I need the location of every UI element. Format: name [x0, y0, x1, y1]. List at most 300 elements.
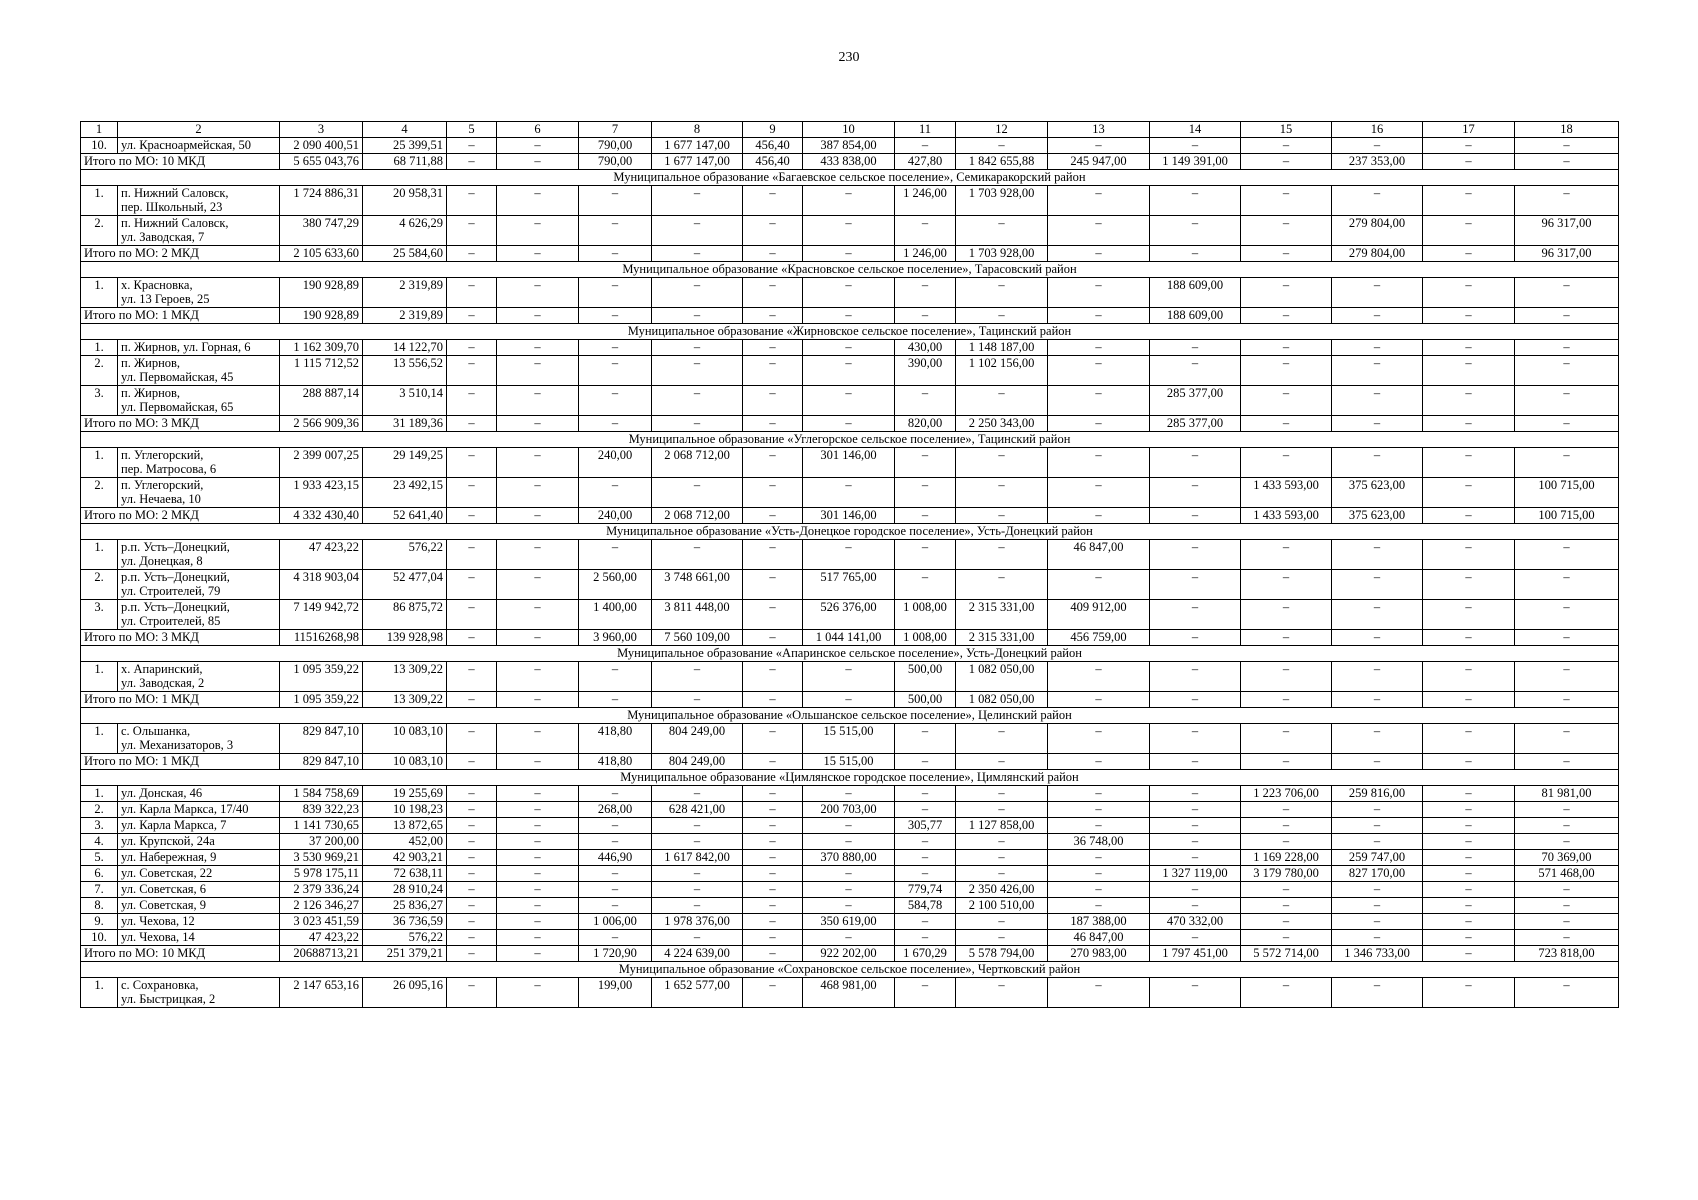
value-cell: 301 146,00 [803, 447, 895, 477]
value-cell: 188 609,00 [1150, 277, 1241, 307]
value-cell: – [1332, 307, 1423, 323]
section-row [81, 707, 1619, 723]
table-row [81, 539, 1619, 569]
value-cell: – [956, 507, 1048, 523]
value-cell: 23 492,15 [363, 477, 447, 507]
address-cell [118, 897, 280, 913]
value-cell: – [579, 185, 652, 215]
value-cell: – [1332, 801, 1423, 817]
value-cell: – [895, 137, 956, 153]
column-header-18: 18 [1515, 122, 1619, 138]
address-line: ул. Советская, 6 [121, 881, 206, 896]
value-cell: 1 703 928,00 [956, 185, 1048, 215]
value-cell: 1 433 593,00 [1241, 507, 1332, 523]
value-cell: – [497, 245, 579, 261]
section-title: Муниципальное образование «Углегорское сельское поселение», Тацинский район [81, 431, 1619, 447]
table-row [81, 385, 1619, 415]
value-cell: 1 327 119,00 [1150, 865, 1241, 881]
value-cell: 2 315 331,00 [956, 599, 1048, 629]
value-cell: – [497, 833, 579, 849]
value-cell: 7 560 109,00 [652, 629, 743, 645]
value-cell: – [1515, 929, 1619, 945]
value-cell: – [579, 339, 652, 355]
value-cell: – [956, 539, 1048, 569]
value-cell: 259 747,00 [1332, 849, 1423, 865]
value-cell: 81 981,00 [1515, 785, 1619, 801]
value-cell: 2 566 909,36 [280, 415, 363, 431]
value-cell: 279 804,00 [1332, 215, 1423, 245]
value-cell: 526 376,00 [803, 599, 895, 629]
value-cell: 839 322,23 [280, 801, 363, 817]
address-cell [118, 339, 280, 355]
address-line: р.п. Усть–Донецкий, [121, 539, 230, 554]
row-number: 2. [81, 215, 118, 245]
value-cell: – [579, 881, 652, 897]
value-cell: – [652, 415, 743, 431]
total-label: Итого по МО: 1 МКД [81, 753, 280, 769]
table-row [81, 897, 1619, 913]
value-cell: – [743, 599, 803, 629]
value-cell: – [895, 477, 956, 507]
value-cell: – [743, 277, 803, 307]
value-cell: – [652, 385, 743, 415]
value-cell: – [497, 817, 579, 833]
address-cell [118, 447, 280, 477]
value-cell: – [895, 507, 956, 523]
value-cell: 1 223 706,00 [1241, 785, 1332, 801]
section-title: Муниципальное образование «Усть-Донецкое городское поселение», Усть-Донецкий район [81, 523, 1619, 539]
value-cell: – [1241, 447, 1332, 477]
value-cell: – [497, 447, 579, 477]
value-cell: 1 162 309,70 [280, 339, 363, 355]
value-cell: 456,40 [743, 137, 803, 153]
address-cell [118, 539, 280, 569]
value-cell: – [956, 477, 1048, 507]
value-cell: – [1048, 245, 1150, 261]
address-line: с. Сохрановка, [121, 977, 199, 992]
value-cell: – [895, 833, 956, 849]
value-cell: 5 578 794,00 [956, 945, 1048, 961]
total-label: Итого по МО: 3 МКД [81, 415, 280, 431]
row-number: 5. [81, 849, 118, 865]
value-cell: – [497, 385, 579, 415]
value-cell: 1 127 858,00 [956, 817, 1048, 833]
value-cell: – [1241, 153, 1332, 169]
address-cell [118, 477, 280, 507]
value-cell: 3 179 780,00 [1241, 865, 1332, 881]
value-cell: – [652, 355, 743, 385]
value-cell: – [743, 385, 803, 415]
value-cell: – [1423, 355, 1515, 385]
value-cell: – [1332, 753, 1423, 769]
data-table [80, 121, 1619, 1008]
row-number: 1. [81, 661, 118, 691]
value-cell: – [497, 897, 579, 913]
value-cell: – [1332, 723, 1423, 753]
section-title: Муниципальное образование «Ольшанское сельское поселение», Целинский район [81, 707, 1619, 723]
value-cell: – [447, 477, 497, 507]
total-label: Итого по МО: 2 МКД [81, 245, 280, 261]
value-cell: 46 847,00 [1048, 539, 1150, 569]
value-cell: – [803, 215, 895, 245]
value-cell: 96 317,00 [1515, 245, 1619, 261]
value-cell: – [579, 661, 652, 691]
value-cell: – [1048, 415, 1150, 431]
total-row [81, 415, 1619, 431]
row-number: 1. [81, 785, 118, 801]
value-cell: – [956, 849, 1048, 865]
value-cell: – [497, 153, 579, 169]
total-row [81, 629, 1619, 645]
value-cell: 96 317,00 [1515, 215, 1619, 245]
value-cell: – [1241, 569, 1332, 599]
value-cell: 790,00 [579, 153, 652, 169]
value-cell: – [743, 507, 803, 523]
value-cell: 3 811 448,00 [652, 599, 743, 629]
value-cell: – [497, 785, 579, 801]
column-header-3: 3 [280, 122, 363, 138]
value-cell: – [743, 477, 803, 507]
value-cell: – [1515, 661, 1619, 691]
value-cell: – [1423, 785, 1515, 801]
value-cell: – [743, 817, 803, 833]
value-cell: – [895, 277, 956, 307]
value-cell: 1 044 141,00 [803, 629, 895, 645]
value-cell: 70 369,00 [1515, 849, 1619, 865]
value-cell: 576,22 [363, 929, 447, 945]
value-cell: 1 677 147,00 [652, 153, 743, 169]
value-cell: – [1423, 913, 1515, 929]
value-cell: – [652, 881, 743, 897]
address-cell [118, 599, 280, 629]
value-cell: – [803, 661, 895, 691]
value-cell: – [743, 339, 803, 355]
value-cell: 723 818,00 [1515, 945, 1619, 961]
value-cell: 285 377,00 [1150, 415, 1241, 431]
value-cell: – [1332, 447, 1423, 477]
address-line: х. Апаринский, [121, 661, 203, 676]
value-cell: – [1423, 539, 1515, 569]
value-cell: 52 641,40 [363, 507, 447, 523]
value-cell: – [1048, 661, 1150, 691]
value-cell: – [1241, 307, 1332, 323]
column-header-6: 6 [497, 122, 579, 138]
value-cell: – [803, 477, 895, 507]
value-cell: – [1423, 945, 1515, 961]
value-cell: – [1332, 691, 1423, 707]
value-cell: – [579, 897, 652, 913]
value-cell: 19 255,69 [363, 785, 447, 801]
table-row [81, 913, 1619, 929]
value-cell: – [1423, 817, 1515, 833]
value-cell: 5 655 043,76 [280, 153, 363, 169]
table-row [81, 569, 1619, 599]
value-cell: – [956, 785, 1048, 801]
value-cell: – [1150, 817, 1241, 833]
value-cell: – [579, 929, 652, 945]
value-cell: 10 198,23 [363, 801, 447, 817]
value-cell: – [743, 753, 803, 769]
section-row [81, 769, 1619, 785]
value-cell: – [447, 569, 497, 599]
value-cell: – [497, 507, 579, 523]
value-cell: – [1241, 691, 1332, 707]
table-row [81, 865, 1619, 881]
value-cell: – [1150, 723, 1241, 753]
value-cell: – [1515, 833, 1619, 849]
table-row [81, 215, 1619, 245]
value-cell: – [1150, 245, 1241, 261]
value-cell: – [1515, 599, 1619, 629]
value-cell: 20688713,21 [280, 945, 363, 961]
value-cell: 380 747,29 [280, 215, 363, 245]
value-cell: – [497, 913, 579, 929]
value-cell: – [743, 245, 803, 261]
column-header-10: 10 [803, 122, 895, 138]
value-cell: – [497, 629, 579, 645]
column-header-4: 4 [363, 122, 447, 138]
value-cell: – [803, 817, 895, 833]
value-cell: – [447, 385, 497, 415]
value-cell: 2 090 400,51 [280, 137, 363, 153]
value-cell: – [1332, 897, 1423, 913]
value-cell: 3 023 451,59 [280, 913, 363, 929]
value-cell: – [1150, 897, 1241, 913]
address-line: ул. Донецкая, 8 [121, 554, 203, 568]
value-cell: 468 981,00 [803, 977, 895, 1007]
value-cell: 279 804,00 [1332, 245, 1423, 261]
value-cell: – [743, 629, 803, 645]
value-cell: 2 319,89 [363, 307, 447, 323]
table-row [81, 137, 1619, 153]
value-cell: – [743, 945, 803, 961]
value-cell: – [447, 215, 497, 245]
address-line: п. Жирнов, [121, 355, 181, 370]
value-cell: 2 126 346,27 [280, 897, 363, 913]
value-cell: 3 530 969,21 [280, 849, 363, 865]
value-cell: – [1423, 307, 1515, 323]
value-cell: – [447, 785, 497, 801]
value-cell: – [447, 137, 497, 153]
value-cell: 1 149 391,00 [1150, 153, 1241, 169]
value-cell: – [803, 929, 895, 945]
address-line: ул. Карла Маркса, 17/40 [121, 801, 249, 816]
row-number: 7. [81, 881, 118, 897]
table-row [81, 277, 1619, 307]
table-row [81, 801, 1619, 817]
value-cell: – [1241, 245, 1332, 261]
table-row [81, 817, 1619, 833]
value-cell: 190 928,89 [280, 277, 363, 307]
address-line: ул. Первомайская, 45 [121, 370, 234, 384]
value-cell: 5 978 175,11 [280, 865, 363, 881]
value-cell: – [447, 865, 497, 881]
value-cell: – [652, 661, 743, 691]
row-number: 2. [81, 801, 118, 817]
value-cell: 1 724 886,31 [280, 185, 363, 215]
value-cell: – [497, 277, 579, 307]
value-cell: – [447, 339, 497, 355]
total-label: Итого по МО: 1 МКД [81, 307, 280, 323]
value-cell: – [652, 477, 743, 507]
value-cell: – [1048, 385, 1150, 415]
value-cell: 37 200,00 [280, 833, 363, 849]
value-cell: – [803, 307, 895, 323]
value-cell: – [497, 881, 579, 897]
value-cell: 245 947,00 [1048, 153, 1150, 169]
value-cell: – [1241, 215, 1332, 245]
value-cell: – [1150, 339, 1241, 355]
value-cell: – [447, 629, 497, 645]
value-cell: – [803, 785, 895, 801]
value-cell: 576,22 [363, 539, 447, 569]
value-cell: 375 623,00 [1332, 507, 1423, 523]
value-cell: 584,78 [895, 897, 956, 913]
value-cell: 500,00 [895, 661, 956, 691]
address-cell [118, 185, 280, 215]
value-cell: – [803, 185, 895, 215]
address-line: ул. Карла Маркса, 7 [121, 817, 227, 832]
value-cell: – [652, 929, 743, 945]
address-cell [118, 913, 280, 929]
row-number: 2. [81, 355, 118, 385]
section-title: Муниципальное образование «Апаринское сельское поселение», Усть-Донецкий район [81, 645, 1619, 661]
row-number: 1. [81, 723, 118, 753]
value-cell: – [895, 801, 956, 817]
address-line: п. Углегорский, [121, 477, 204, 492]
value-cell: – [743, 307, 803, 323]
value-cell: – [1515, 307, 1619, 323]
address-line: ул. Механизаторов, 3 [121, 738, 234, 752]
value-cell: – [1423, 507, 1515, 523]
value-cell: – [1515, 447, 1619, 477]
value-cell: 3 510,14 [363, 385, 447, 415]
value-cell: 1 095 359,22 [280, 661, 363, 691]
value-cell: – [1332, 569, 1423, 599]
total-row [81, 507, 1619, 523]
value-cell: – [1150, 977, 1241, 1007]
value-cell: 36 736,59 [363, 913, 447, 929]
value-cell: – [1423, 661, 1515, 691]
value-cell: – [956, 569, 1048, 599]
value-cell: – [956, 833, 1048, 849]
value-cell: – [1241, 723, 1332, 753]
value-cell: 1 148 187,00 [956, 339, 1048, 355]
address-line: пер. Школьный, 23 [121, 200, 223, 214]
value-cell: – [652, 185, 743, 215]
value-cell: – [956, 865, 1048, 881]
value-cell: – [1332, 415, 1423, 431]
row-number: 1. [81, 339, 118, 355]
address-line: ул. Советская, 22 [121, 865, 213, 880]
value-cell: – [1048, 801, 1150, 817]
value-cell: – [895, 929, 956, 945]
value-cell: – [956, 977, 1048, 1007]
value-cell: 350 619,00 [803, 913, 895, 929]
value-cell: 433 838,00 [803, 153, 895, 169]
value-cell: 15 515,00 [803, 723, 895, 753]
value-cell: – [579, 215, 652, 245]
value-cell: 7 149 942,72 [280, 599, 363, 629]
table-row [81, 447, 1619, 477]
value-cell: – [447, 753, 497, 769]
value-cell: – [447, 929, 497, 945]
value-cell: 190 928,89 [280, 307, 363, 323]
row-number: 2. [81, 569, 118, 599]
row-number: 4. [81, 833, 118, 849]
value-cell: 829 847,10 [280, 753, 363, 769]
value-cell: 418,80 [579, 723, 652, 753]
address-cell [118, 215, 280, 245]
value-cell: – [497, 753, 579, 769]
value-cell: – [447, 945, 497, 961]
value-cell: – [1515, 355, 1619, 385]
value-cell: 285 377,00 [1150, 385, 1241, 415]
value-cell: – [1332, 661, 1423, 691]
value-cell: – [1423, 801, 1515, 817]
value-cell: – [1423, 385, 1515, 415]
value-cell: – [447, 897, 497, 913]
value-cell: 3 960,00 [579, 629, 652, 645]
value-cell: – [1515, 881, 1619, 897]
value-cell: 5 572 714,00 [1241, 945, 1332, 961]
value-cell: 4 318 903,04 [280, 569, 363, 599]
table-row [81, 849, 1619, 865]
value-cell: 11516268,98 [280, 629, 363, 645]
row-number: 1. [81, 277, 118, 307]
value-cell: – [497, 691, 579, 707]
value-cell: – [1048, 137, 1150, 153]
address-line: ул. Нечаева, 10 [121, 492, 201, 506]
value-cell: – [1241, 339, 1332, 355]
value-cell: 14 122,70 [363, 339, 447, 355]
value-cell: 301 146,00 [803, 507, 895, 523]
value-cell: 10 083,10 [363, 723, 447, 753]
value-cell: – [447, 801, 497, 817]
value-cell: – [1423, 415, 1515, 431]
value-cell: – [956, 913, 1048, 929]
table-row [81, 355, 1619, 385]
section-row [81, 645, 1619, 661]
row-number: 1. [81, 447, 118, 477]
value-cell: – [803, 691, 895, 707]
value-cell: – [1241, 137, 1332, 153]
address-cell [118, 929, 280, 945]
value-cell: 29 149,25 [363, 447, 447, 477]
column-header-11: 11 [895, 122, 956, 138]
section-row [81, 961, 1619, 977]
value-cell: – [1515, 723, 1619, 753]
value-cell: 2 100 510,00 [956, 897, 1048, 913]
value-cell: 779,74 [895, 881, 956, 897]
address-line: ул. Крупской, 24а [121, 833, 215, 848]
value-cell: – [447, 913, 497, 929]
value-cell: – [803, 865, 895, 881]
value-cell: 1 102 156,00 [956, 355, 1048, 385]
value-cell: – [1515, 153, 1619, 169]
value-cell: – [803, 833, 895, 849]
value-cell: – [447, 539, 497, 569]
value-cell: 1 006,00 [579, 913, 652, 929]
value-cell: – [1332, 977, 1423, 1007]
value-cell: – [1423, 137, 1515, 153]
address-line: ул. Чехова, 12 [121, 913, 195, 928]
value-cell: 15 515,00 [803, 753, 895, 769]
total-row [81, 153, 1619, 169]
address-cell [118, 785, 280, 801]
value-cell: – [956, 801, 1048, 817]
address-line: ул. Чехова, 14 [121, 929, 195, 944]
